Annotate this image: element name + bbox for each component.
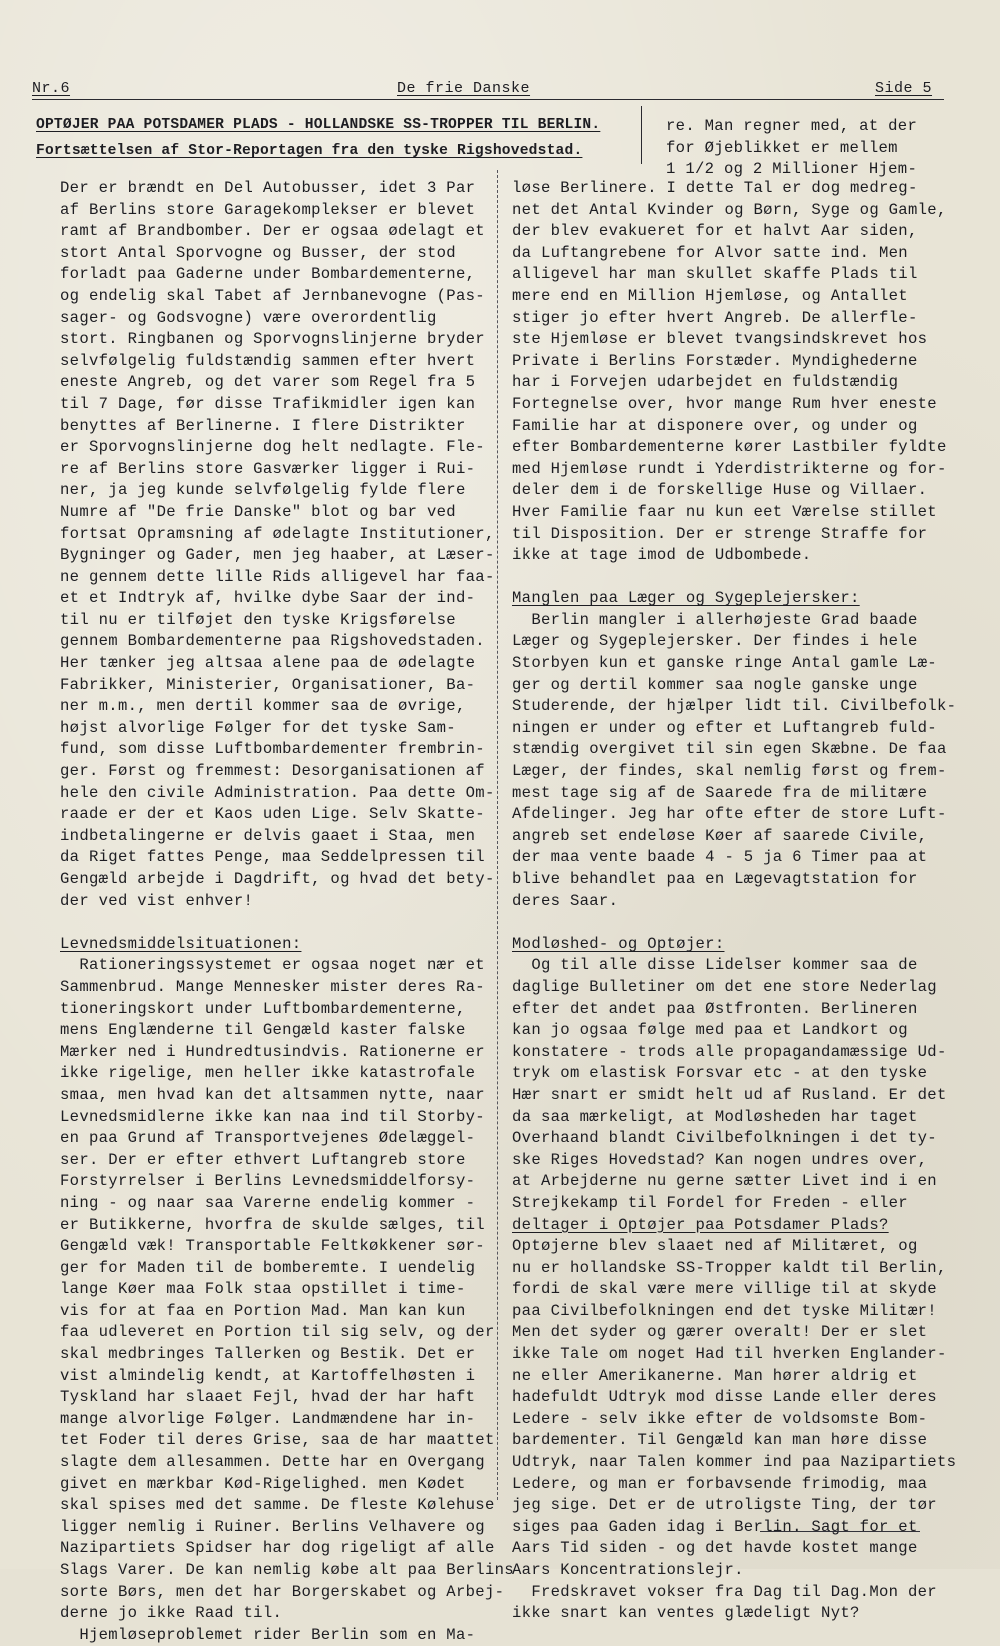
text-line: faa udleveret en Portion til sig selv, og der — [60, 1323, 495, 1342]
section-heading: Levnedsmiddelsituationen: — [60, 934, 302, 953]
text-line: Der er brændt en Del Autobusser, idet 3 Par — [60, 179, 476, 197]
text-line: Strejkekamp til Fordel for Freden - eller — [512, 1193, 908, 1212]
text-line: med Hjemløse rundt i Yderdistrikterne og for- — [512, 459, 947, 478]
text-line: der ved vist enhver! — [60, 891, 254, 910]
text-line: da saa mærkeligt, at Modløsheden har taget — [512, 1107, 918, 1126]
text-line: ikke at tage imod de Udbombede. — [512, 546, 812, 565]
text-line: jeg sige. Det er de utroligste Ting, der tør — [512, 1496, 937, 1515]
text-line: ser. Der er efter ethvert Luftangreb store — [60, 1150, 466, 1169]
text-line: Nazipartiets Spidser har dog rigeligt af alle — [60, 1539, 495, 1558]
text-line: siges paa Gaden idag i Berlin. Sagt for et — [512, 1517, 918, 1536]
text-line: der maa vente baade 4 - 5 ja 6 Timer paa at — [512, 848, 928, 867]
text-line: mens Englænderne til Gengæld kaster falske — [60, 1021, 466, 1040]
text-line: Ledere, og man er forbavsende frimodig, maa — [512, 1474, 928, 1493]
text-line: Fredskravet vokser fra Dag til Dag.Mon der — [512, 1582, 937, 1601]
text-line: sorte Børs, men det har Borgerskabet og Arbej- — [60, 1582, 505, 1601]
text-line: raade er der et Kaos uden Lige. Selv Skatte- — [60, 805, 485, 824]
text-line: lange Køer maa Folk staa opstillet i time- — [60, 1280, 466, 1299]
text-line: ne gennem dette lille Rids alligevel har faa- — [60, 567, 495, 586]
text-line: re. Man regner med, at der — [666, 117, 918, 135]
text-line: Overhaand blandt Civilbefolkningen i det ty- — [512, 1129, 937, 1148]
text-line: til 7 Dage, før disse Trafikmidler igen kan — [60, 394, 476, 413]
text-line: fortsat Opramsning af ødelagte Institutioner, — [60, 524, 495, 543]
text-line: efter det andet paa Østfronten. Berlineren — [512, 999, 918, 1018]
masthead: De frie Danske — [397, 80, 531, 97]
text-line: mest tage sig af de Saarede fra de militære — [512, 783, 928, 802]
text-line: Hær snart er smidt helt ud af Rusland. Er det — [512, 1085, 947, 1104]
text-line: efter Bombardementerne kører Lastbiler fyldte — [512, 438, 947, 457]
text-line: Private i Berlins Forstæder. Myndighederne — [512, 351, 918, 370]
text-line: da Riget fattes Penge, maa Seddelpressen til — [60, 848, 485, 867]
text-line: Hjemløseproblemet rider Berlin som en Ma- — [60, 1625, 476, 1644]
text-line: Familie har at disponere over, og under og — [512, 416, 918, 435]
text-line: vis for at faa en Portion Mad. Man kan kun — [60, 1301, 466, 1320]
text-line: fordi de skal være mere villige til at skyde — [512, 1280, 937, 1299]
text-line: ner m.m., men dertil kommer saa de øvrige, — [60, 697, 466, 716]
text-line: paa Civilbefolkningen end det tyske Militær! — [512, 1301, 937, 1320]
text-line: forladt paa Gaderne under Bombardementerne, — [60, 265, 476, 284]
text-line: stort. Ringbanen og Sporvognslinjerne bryder — [60, 330, 485, 349]
text-line: givet en mærkbar Kød-Rigelighed. men Kødet — [60, 1474, 466, 1493]
text-line: der blev evakueret for et halvt Aar siden, — [512, 222, 918, 241]
text-line: en paa Grund af Transportvejenes Ødelæggel- — [60, 1129, 476, 1148]
article-subtitle: Fortsættelsen af Stor-Reportagen fra den tyske Rigshovedstad. — [36, 143, 583, 159]
text-line: ger og dertil kommer saa nogle ganske unge — [512, 675, 918, 694]
text-line: konstatere - trods alle propagandamæssige Ud- — [512, 1042, 947, 1061]
section-heading: Manglen paa Læger og Sygeplejersker: — [512, 589, 860, 608]
text-line: selvfølgelig fuldstændig sammen efter hvert — [60, 351, 476, 370]
text-line: ikke rigelige, men heller ikke katastrofale — [60, 1064, 476, 1083]
text-line: tryk om elastisk Forsvar etc - at den tyske — [512, 1064, 928, 1083]
text-line: ning - og naar saa Varerne endelig kommer - — [60, 1193, 476, 1212]
text-line: at Arbejderne nu gerne sætter Livet ind i en — [512, 1172, 937, 1191]
text-line: ramt af Brandbomber. Der er ogsaa ødelagt et — [60, 222, 485, 241]
text-line: Mærker ned i Hundredtusindvis. Rationerne er — [60, 1042, 485, 1061]
text-line: Numre af "De frie Danske" blot og bar ved — [60, 502, 456, 521]
text-line: slagte dem allesammen. Dette har en Overgang — [60, 1453, 485, 1472]
text-line: Her tænker jeg altsaa alene paa de ødelagte — [60, 654, 476, 673]
text-line: ske Riges Hovedstad? Kan nogen undres over, — [512, 1150, 928, 1169]
text-line: derne jo ikke Raad til. — [60, 1604, 283, 1623]
text-line: tioneringskort under Luftbombardementerne, — [60, 999, 466, 1018]
text-line: Studerende, der hjælper lidt til. Civilbefolk- — [512, 697, 957, 716]
text-line: blive behandlet paa en Lægevagtstation for — [512, 870, 918, 888]
text-line: til nu er tilføjet den tyske Krigsførelse — [60, 610, 456, 629]
text-line: angreb set endeløse Køer af saarede Civile, — [512, 826, 928, 845]
text-line: eneste Angreb, og det varer som Regel fra 5 — [60, 373, 476, 392]
text-line: løse Berlinere. I dette Tal er dog medreg- — [512, 179, 918, 197]
text-line: stort Antal Sporvogne og Busser, der stod — [60, 243, 456, 262]
text-line: ste Hjemløse er blevet tvangsindskrevet hos — [512, 330, 928, 349]
text-line: Ledere - selv ikke efter de voldsomste Bom- — [512, 1409, 928, 1428]
text-line: ne eller Amerikanerne. Man hører aldrig et — [512, 1366, 918, 1385]
text-line: ikke Tale om noget Had til hverken Englander- — [512, 1345, 947, 1364]
text-line: alligevel har man skullet skaffe Plads til — [512, 265, 918, 284]
text-line: skal medbringes Tallerken og Bestik. Det er — [60, 1345, 476, 1364]
text-line: kan jo ogsaa følge med paa et Landkort og — [512, 1021, 908, 1040]
text-line: ger. Først og fremmest: Desorganisationen af — [60, 762, 485, 781]
text-line: ningen er under og efter et Luftangreb fuld- — [512, 718, 937, 737]
text-line: Aars Koncentrationslejr. — [512, 1561, 744, 1579]
text-line — [60, 912, 492, 934]
right-column — [512, 178, 957, 1625]
section-heading: deltager i Optøjer paa Potsdamer Plads? — [512, 1215, 889, 1234]
end-rule — [760, 1531, 920, 1532]
text-line: for Øjeblikket er mellem — [666, 138, 898, 157]
text-line: tet Foder til deres Grise, saa de har maattet — [60, 1431, 495, 1450]
text-line: Afdelinger. Jeg har ofte efter de store Luft- — [512, 805, 947, 824]
title-divider — [641, 106, 642, 164]
text-line: har i Forvejen udarbejdet en fuldstændig — [512, 373, 899, 392]
column-divider — [497, 170, 498, 1500]
text-line: et et Indtryk af, hvilke dybe Saar der ind- — [60, 589, 476, 608]
text-line: Men det syder og gærer overalt! Der er slet — [512, 1323, 928, 1342]
text-line: hadefuldt Udtryk mod disse Lande eller deres — [512, 1388, 937, 1407]
text-line: Udtryk, naar Talen kommer ind paa Nazipartiets — [512, 1453, 957, 1472]
text-line: sager- og Godsvogne) være overordentlig — [60, 308, 437, 327]
header-rule — [32, 99, 944, 100]
text-line: mange alvorlige Følger. Landmændene har in- — [60, 1409, 476, 1428]
text-line: fund, som disse Luftbombardementer frembrin- — [60, 740, 485, 759]
text-line: Rationeringssystemet er ogsaa noget nær et — [60, 956, 485, 975]
text-line: stændig overgivet til sin egen Skæbne. De faa — [512, 740, 947, 759]
text-line: af Berlins store Garagekomplekser er blevet — [60, 200, 476, 219]
page-number: Side 5 — [875, 80, 933, 97]
text-line: deler dem i de forskellige Huse og Villaer. — [512, 481, 928, 500]
text-line: Hver Familie faar nu kun eet Værelse stillet — [512, 502, 937, 521]
text-line: Gengæld væk! Transportable Feltkøkkener sør- — [60, 1237, 485, 1256]
text-line: deres Saar. — [512, 891, 619, 910]
text-line — [512, 912, 952, 934]
text-line: Aars Tid siden - og det havde kostet mange — [512, 1539, 918, 1558]
text-line: er Sporvognslinjerne dog helt nedlagte. Fle- — [60, 438, 485, 457]
text-line: Læger og Sygeplejersker. Der findes i hele — [512, 632, 918, 651]
text-line: smaa, men hvad kan det altsammen nytte, naar — [60, 1085, 485, 1104]
text-line: mere end en Million Hjemløse, og Antallet — [512, 286, 908, 305]
text-line: stiger jo efter hvert Angreb. De allerfle- — [512, 308, 918, 327]
text-line: nu er hollandske SS-Tropper kaldt til Berlin, — [512, 1258, 947, 1277]
text-line: højst alvorlige Følger for det tyske Sam- — [60, 718, 456, 737]
text-line: Gengæld arbejde i Dagdrift, og hvad det bety- — [60, 870, 495, 888]
text-line: Levnedsmidlerne ikke kan naa ind til Storby- — [60, 1107, 485, 1126]
article-title: OPTØJER PAA POTSDAMER PLADS - HOLLANDSKE SS-TROPPER TIL BERLIN. — [36, 117, 601, 133]
text-line: net det Antal Kvinder og Børn, Syge og Gamle, — [512, 200, 947, 219]
issue-number: Nr.6 — [32, 80, 71, 97]
text-line: Storbyen kun et ganske ringe Antal gamle Læ- — [512, 654, 937, 673]
text-line: da Luftangrebene for Alvor satte ind. Men — [512, 243, 908, 262]
text-line: til Disposition. Der er strenge Straffe for — [512, 524, 928, 543]
text-line: ikke snart kan ventes glædeligt Nyt? — [512, 1604, 860, 1623]
text-line: Fortegnelse over, hvor mange Rum hver eneste — [512, 394, 937, 413]
text-line: hele den civile Administration. Paa dette Om- — [60, 783, 495, 802]
text-line: og endelig skal Tabet af Jernbanevogne (Pas- — [60, 286, 485, 305]
text-line: Bygninger og Gader, men jeg haaber, at Læser- — [60, 546, 495, 565]
text-line: Sammenbrud. Mange Mennesker mister deres Ra- — [60, 977, 485, 996]
text-line: re af Berlins store Gasværker ligger i Rui- — [60, 459, 476, 478]
text-line: ligger nemlig i Ruiner. Berlins Velhavere og — [60, 1517, 485, 1536]
text-line: 1 1/2 og 2 Millioner Hjem- — [666, 160, 918, 179]
text-line: gennem Bombardementerne paa Rigshovedstaden. — [60, 632, 485, 651]
text-line: Og til alle disse Lidelser kommer saa de — [512, 956, 918, 975]
text-line: Fabrikker, Ministerier, Organisationer, Ba- — [60, 675, 476, 694]
section-heading: Modløshed- og Optøjer: — [512, 934, 725, 953]
right-top-column — [666, 116, 946, 181]
text-line: Tyskland har slaaet Fejl, hvad der har haft — [60, 1388, 476, 1407]
text-line: ger for Maden til de bomberemte. I uendelig — [60, 1258, 476, 1277]
text-line: Slags Varer. De kan nemlig købe alt paa Berlins — [60, 1561, 514, 1579]
text-line: ner, ja jeg kunde selvfølgelig fylde flere — [60, 481, 466, 500]
text-line: vist almindelig kendt, at Kartoffelhøsten i — [60, 1366, 476, 1385]
text-line: er Butikkerne, hvorfra de skulde sælges, til — [60, 1215, 485, 1234]
text-line: benyttes af Berlinerne. I flere Distrikter — [60, 416, 466, 435]
text-line: daglige Bulletiner om det ene store Nederlag — [512, 977, 937, 996]
text-line: Berlin mangler i allerhøjeste Grad baade — [512, 610, 918, 629]
text-line: Optøjerne blev slaaet ned af Militæret, og — [512, 1237, 918, 1256]
text-line: skal spises med det samme. De fleste Kølehuse — [60, 1496, 495, 1515]
text-line: Læger, der findes, skal nemlig først og frem- — [512, 762, 947, 781]
left-column — [60, 178, 514, 1646]
text-line: bardementer. Til Gengæld kan man høre disse — [512, 1431, 928, 1450]
text-line: indbetalingerne er delvis gaaet i Staa, men — [60, 826, 476, 845]
text-line: Forstyrrelser i Berlins Levnedsmiddelforsy- — [60, 1172, 476, 1191]
text-line — [512, 567, 952, 589]
